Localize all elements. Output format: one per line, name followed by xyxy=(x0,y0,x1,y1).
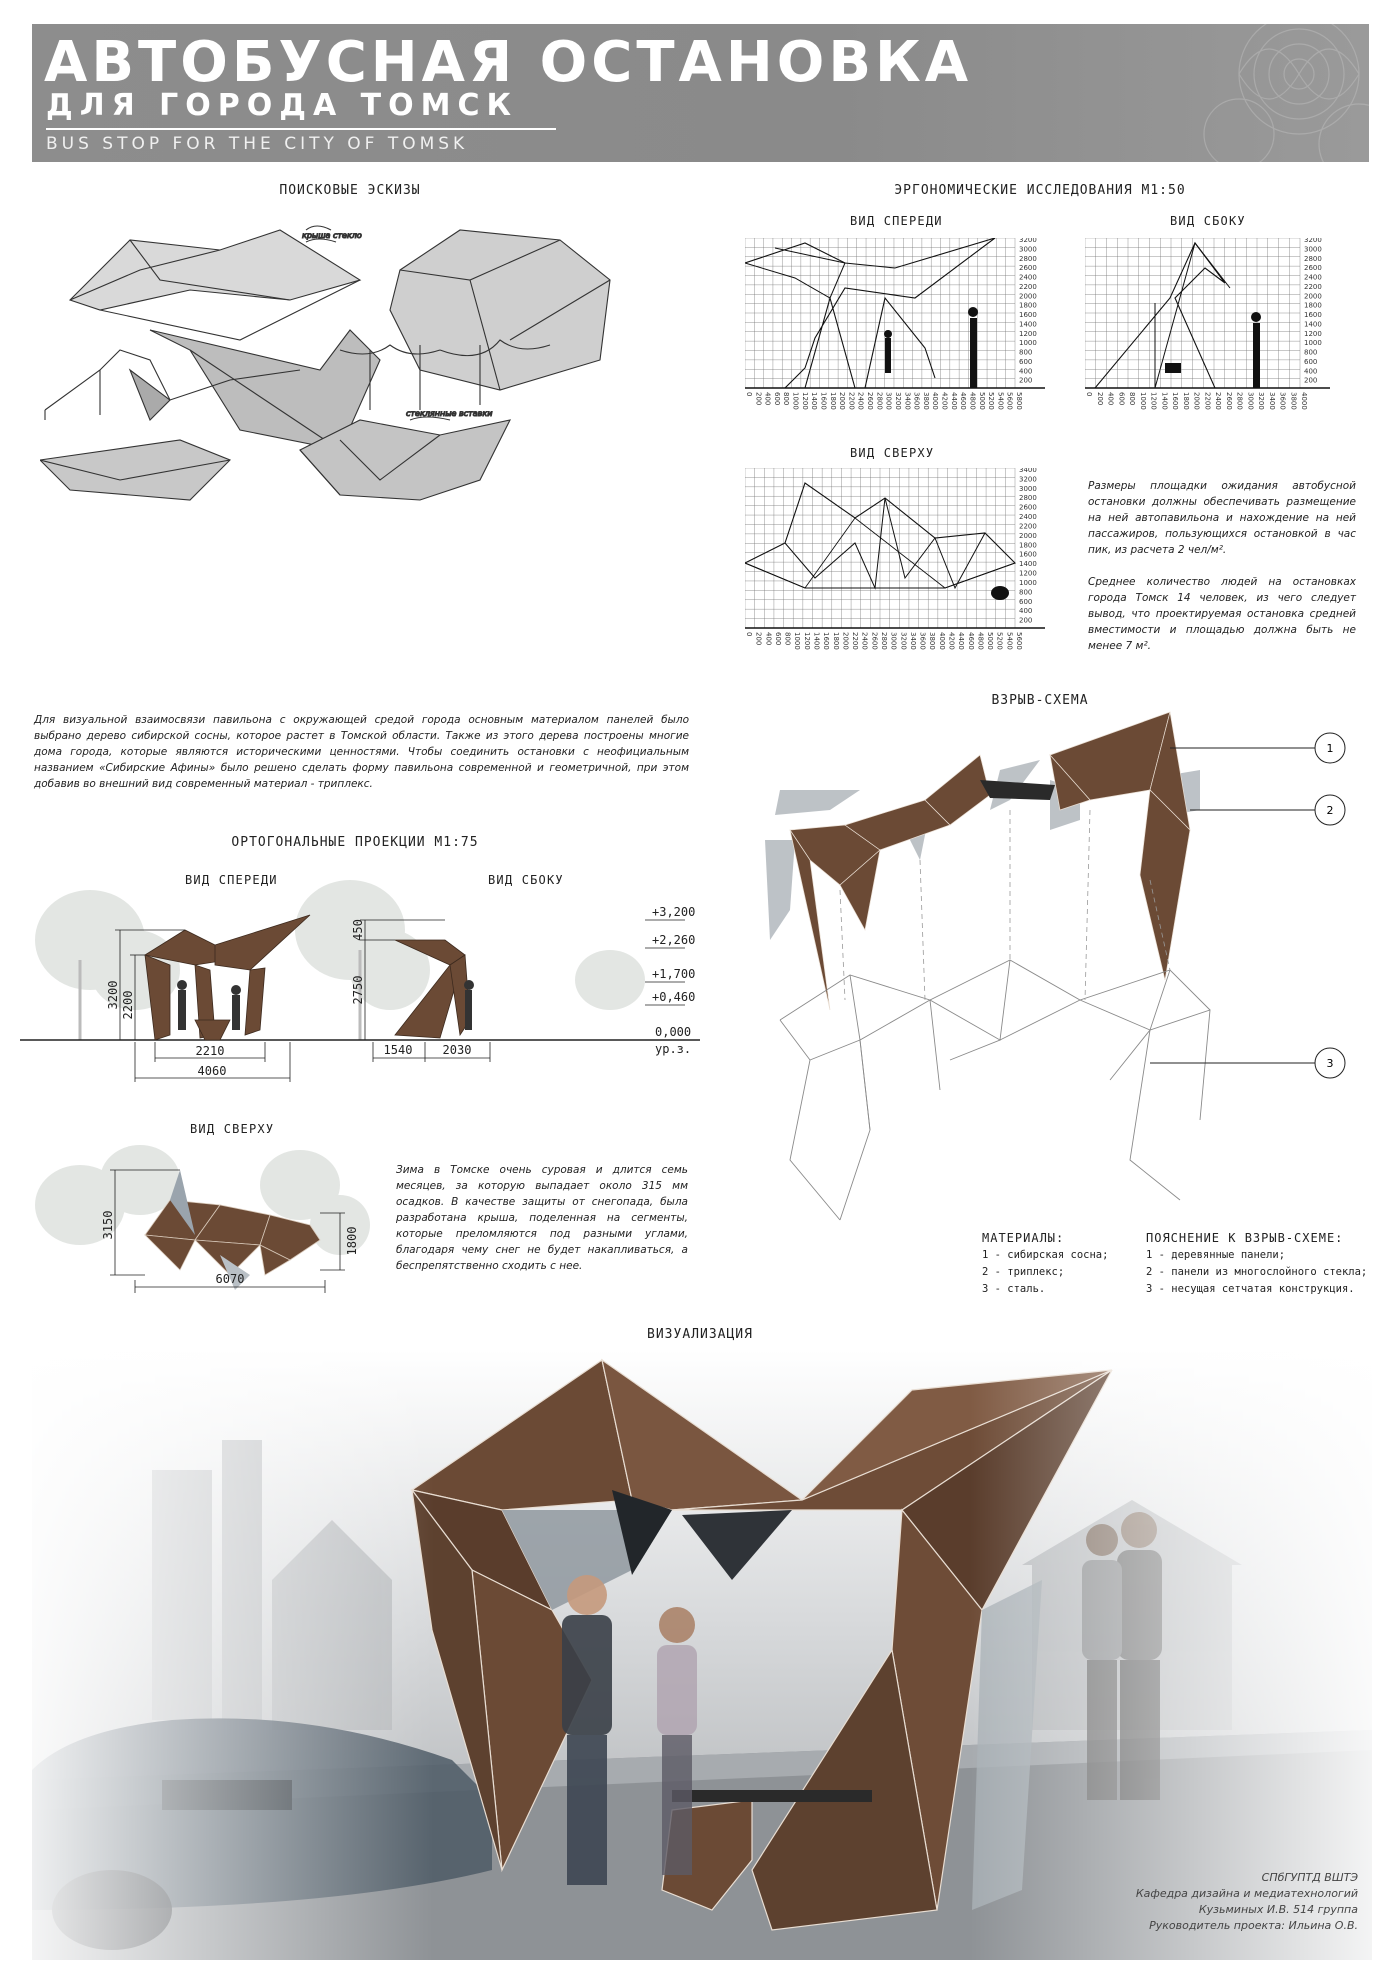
visualization-render xyxy=(32,1350,1372,1960)
grid-y-tick: 2200 xyxy=(1304,282,1322,291)
grid-x-tick: 3000 xyxy=(1246,392,1255,410)
level-1: +3,200 xyxy=(652,905,696,919)
ergo-side-outline xyxy=(1095,243,1225,388)
grid-y-tick: 1000 xyxy=(1019,578,1037,587)
page-title-english: BUS STOP FOR THE CITY OF TOMSK xyxy=(46,134,469,154)
ergo-side-label: ВИД СБОКУ xyxy=(1170,214,1246,228)
grid-y-tick: 3000 xyxy=(1304,245,1322,254)
grid-x-tick: 3200 xyxy=(893,392,902,410)
intro-text: Для визуальной взаимосвязи павильона с окружающей средой города основным материалом панелей было выбрано дерево сибирской сосны, которое растет в Томской области. Также из этого дерева построены многие дома города, которые являются историческими ценностями. Чтобы соединить остановки с неофициальным названием «Сибирские Афины» было решено сделать форму павильона современной и геометричной, при этом добавив во внешний вид современный материал - триплекс. xyxy=(34,714,689,790)
grid-y-tick: 1200 xyxy=(1019,569,1037,578)
page-title: АВТОБУСНАЯ ОСТАНОВКА xyxy=(44,30,973,95)
grid-x-tick: 1600 xyxy=(1171,392,1179,410)
grid-x-tick: 600 xyxy=(772,392,781,406)
grid-x-tick: 3400 xyxy=(903,392,912,410)
grid-x-tick: 2200 xyxy=(851,632,860,650)
grid-y-tick: 3200 xyxy=(1019,475,1037,484)
grid-y-tick: 600 xyxy=(1019,597,1033,606)
grid-y-tick: 400 xyxy=(1304,367,1318,376)
grid-x-tick: 5400 xyxy=(996,392,1005,410)
sketch-note-2: стеклянные вставки xyxy=(406,409,493,418)
explode-legend-item: 3 - несущая сетчатая конструкция. xyxy=(1146,1283,1355,1295)
materials-legend xyxy=(982,1230,1108,1298)
grid-y-tick: 400 xyxy=(1019,607,1033,616)
grid-x-tick: 3600 xyxy=(918,632,927,650)
grid-y-tick: 1000 xyxy=(1304,339,1322,348)
dim-front-width-inner: 2210 xyxy=(195,1044,225,1058)
grid-x-tick: 1400 xyxy=(1160,392,1169,410)
dim-side-height-top: 450 xyxy=(351,919,365,941)
snow-text: Зима в Томске очень суровая и длится семь месяцев, за которую выпадает около 315 мм осадков. В качестве защиты от снегопада, была разработана крыша, поделенная на сегменты, которые преломляются под разными углами, благодаря чему снег не будет накапливаться, а беспрепятственно сходить с нее. xyxy=(396,1164,688,1272)
grid-x-tick: 3000 xyxy=(884,392,893,410)
level-2: +2,260 xyxy=(652,933,696,947)
grid-x-tick: 2200 xyxy=(1203,392,1212,410)
grid-x-tick: 2400 xyxy=(860,632,869,650)
ortho-front-label: ВИД СПЕРЕДИ xyxy=(185,873,278,887)
grid-y-tick: 2400 xyxy=(1304,273,1322,282)
grid-y-tick: 2800 xyxy=(1019,254,1037,263)
grid-x-tick: 2200 xyxy=(847,392,856,410)
grid-x-tick: 1000 xyxy=(791,392,800,410)
ergo-side-grid xyxy=(1085,238,1330,428)
grid-y-tick: 2800 xyxy=(1304,254,1322,263)
grid-x-tick: 1200 xyxy=(800,392,809,410)
grid-y-tick: 1400 xyxy=(1019,560,1037,569)
grid-x-tick: 2800 xyxy=(1235,392,1244,410)
credit-line: Руководитель проекта: Ильина О.В. xyxy=(1149,1919,1358,1932)
grid-y-tick: 600 xyxy=(1019,357,1033,366)
grid-x-tick: 4400 xyxy=(949,392,958,410)
grid-x-tick: 2400 xyxy=(1214,392,1222,410)
grid-x-tick: 1800 xyxy=(828,392,837,410)
sketch-note-1: крыша стекло xyxy=(302,231,362,240)
grid-y-tick: 2400 xyxy=(1019,513,1037,522)
explode-legend-item: 1 - деревянные панели; xyxy=(1146,1249,1286,1261)
dim-front-height-total: 3200 xyxy=(106,980,120,1010)
ergonomics-text-2: Среднее количество людей на остановках города Томск 14 человек, из чего следует вывод, что проектируемая остановка средней вместимости и площадью должна быть не менее 7 м². xyxy=(1088,576,1356,652)
ortho-top-drawing xyxy=(20,1135,390,1295)
explode-diagram xyxy=(750,700,1380,1250)
explode-legend xyxy=(1146,1230,1367,1298)
credits-block xyxy=(1136,1870,1358,1934)
dim-side-width-b: 2030 xyxy=(442,1043,472,1057)
grid-y-tick: 1400 xyxy=(1304,320,1322,329)
dim-top-height-right: 1800 xyxy=(345,1226,359,1256)
dim-front-height-inner: 2200 xyxy=(121,990,135,1020)
grid-y-tick: 3000 xyxy=(1019,245,1037,254)
grid-y-tick: 3000 xyxy=(1019,484,1037,493)
grid-x-tick: 1400 xyxy=(812,632,821,650)
dim-side-height-main: 2750 xyxy=(351,975,365,1005)
grid-x-tick: 800 xyxy=(782,392,791,406)
grid-x-tick: 3600 xyxy=(912,392,921,410)
grid-x-tick: 3400 xyxy=(908,632,917,650)
grid-x-tick: 1600 xyxy=(822,632,831,650)
dim-side-width-a: 1540 xyxy=(383,1043,413,1057)
human-figure-top xyxy=(991,586,1009,600)
header-divider xyxy=(46,128,556,130)
grid-x-tick: 4800 xyxy=(968,392,977,410)
human-figure-standing xyxy=(970,318,977,388)
grid-y-tick: 1000 xyxy=(1019,339,1037,348)
grid-x-tick: 4800 xyxy=(976,632,985,650)
grid-x-tick: 4400 xyxy=(957,632,966,650)
grid-x-tick: 5200 xyxy=(987,392,996,410)
materials-item: 2 - триплекс; xyxy=(982,1266,1065,1278)
ornament-pattern xyxy=(1069,24,1369,162)
explode-legend-heading: ПОЯСНЕНИЕ К ВЗРЫВ-СХЕМЕ: xyxy=(1146,1231,1344,1245)
grid-x-tick: 600 xyxy=(773,632,782,646)
sketches-heading: ПОИСКОВЫЕ ЭСКИЗЫ xyxy=(279,183,421,198)
grid-x-tick: 5200 xyxy=(995,632,1004,650)
grid-y-tick: 2000 xyxy=(1304,292,1322,301)
grid-y-tick: 1600 xyxy=(1019,550,1037,559)
grid-y-tick: 3200 xyxy=(1019,238,1037,244)
grid-y-tick: 2000 xyxy=(1019,531,1037,540)
grid-y-tick: 2200 xyxy=(1019,522,1037,531)
grid-x-tick: 2600 xyxy=(1224,392,1233,410)
grid-x-tick: 3800 xyxy=(928,632,937,650)
grid-x-tick: 0 xyxy=(745,392,753,397)
grid-x-tick: 5600 xyxy=(1015,632,1023,650)
grid-x-tick: 4200 xyxy=(940,392,949,410)
grid-x-tick: 3200 xyxy=(1257,392,1265,410)
human-figure-standing xyxy=(1253,323,1260,388)
grid-x-tick: 600 xyxy=(1117,392,1126,406)
materials-heading: МАТЕРИАЛЫ: xyxy=(982,1231,1065,1245)
grid-y-tick: 1200 xyxy=(1019,329,1037,338)
grid-y-tick: 2800 xyxy=(1019,494,1037,503)
grid-y-tick: 3200 xyxy=(1304,238,1322,244)
ortho-top-label: ВИД СВЕРХУ xyxy=(190,1122,275,1136)
grid-x-tick: 2800 xyxy=(880,632,888,650)
grid-y-tick: 2600 xyxy=(1019,503,1037,512)
grid-y-tick: 2600 xyxy=(1304,264,1322,273)
grid-y-tick: 800 xyxy=(1304,348,1318,357)
grid-x-tick: 0 xyxy=(1085,392,1093,397)
human-figure-seated xyxy=(1165,363,1181,373)
callout-3: 3 xyxy=(1326,1057,1334,1070)
grid-x-tick: 0 xyxy=(745,632,753,637)
grid-x-tick: 1400 xyxy=(810,392,819,410)
human-figure-seated xyxy=(884,330,892,338)
ergonomics-heading: ЭРГОНОМИЧЕСКИЕ ИССЛЕДОВАНИЯ М1:50 xyxy=(894,183,1186,198)
grid-x-tick: 4600 xyxy=(959,392,968,410)
grid-x-tick: 4000 xyxy=(1300,392,1308,410)
grid-y-tick: 1800 xyxy=(1304,301,1322,310)
grid-x-tick: 3600 xyxy=(1278,392,1287,410)
grid-x-tick: 1000 xyxy=(793,632,802,650)
grid-y-tick: 200 xyxy=(1019,616,1033,625)
grid-x-tick: 400 xyxy=(1106,392,1115,406)
grid-x-tick: 200 xyxy=(754,632,763,646)
grid-x-tick: 2600 xyxy=(870,632,879,650)
grid-y-tick: 1600 xyxy=(1019,311,1037,319)
grid-x-tick: 1800 xyxy=(831,632,840,650)
dim-top-height-left: 3150 xyxy=(101,1210,115,1240)
human-figure-seated xyxy=(885,338,891,373)
ergo-front-label: ВИД СПЕРЕДИ xyxy=(850,214,943,228)
grid-x-tick: 4200 xyxy=(947,632,956,650)
ergonomics-text-1: Размеры площадки ожидания автобусной остановки должны обеспечивать размещение на ней автопавильона и нахождение на ней пассажиров, пользующихся остановкой в час пик, из расчета 2 чел/м². xyxy=(1088,480,1356,556)
page-subtitle: ДЛЯ ГОРОДА ТОМСК xyxy=(46,88,519,123)
grid-x-tick: 1600 xyxy=(819,392,828,410)
grid-x-tick: 4000 xyxy=(931,392,940,410)
dim-top-width-total: 6070 xyxy=(215,1272,245,1286)
materials-item: 3 - сталь. xyxy=(982,1283,1046,1295)
grid-x-tick: 800 xyxy=(1128,392,1136,406)
grid-x-tick: 5600 xyxy=(1005,392,1014,410)
ergo-top-label: ВИД СВЕРХУ xyxy=(850,446,935,460)
grid-y-tick: 200 xyxy=(1304,376,1318,385)
header-banner xyxy=(32,24,1369,162)
grid-y-tick: 2400 xyxy=(1019,273,1037,282)
level-5: 0,000 xyxy=(655,1025,692,1039)
grid-x-tick: 1800 xyxy=(1181,392,1190,410)
level-unit: ур.з. xyxy=(655,1042,692,1056)
grid-y-tick: 2200 xyxy=(1019,282,1037,291)
grid-x-tick: 3000 xyxy=(889,632,898,650)
explode-legend-item: 2 - панели из многослойного стекла; xyxy=(1146,1266,1368,1278)
ergo-front-grid xyxy=(745,238,1045,428)
grid-x-tick: 400 xyxy=(763,392,772,406)
grid-x-tick: 4000 xyxy=(937,632,946,650)
grid-x-tick: 1000 xyxy=(1138,392,1147,410)
grid-y-tick: 1800 xyxy=(1019,541,1037,550)
grid-x-tick: 200 xyxy=(1095,392,1104,406)
sketches-illustration xyxy=(40,220,690,660)
grid-y-tick: 800 xyxy=(1019,588,1033,597)
grid-x-tick: 5400 xyxy=(1005,632,1014,650)
grid-y-tick: 3400 xyxy=(1019,468,1037,474)
grid-x-tick: 2000 xyxy=(841,632,850,650)
grid-x-tick: 3800 xyxy=(921,392,930,410)
grid-x-tick: 5000 xyxy=(977,392,986,410)
grid-x-tick: 200 xyxy=(754,392,763,406)
credit-line: Кузьминых И.В. 514 группа xyxy=(1198,1903,1358,1916)
grid-x-tick: 400 xyxy=(764,632,773,646)
visual-heading: ВИЗУАЛИЗАЦИЯ xyxy=(647,1327,753,1342)
grid-x-tick: 1200 xyxy=(802,632,811,650)
grid-y-tick: 1400 xyxy=(1019,320,1037,329)
grid-x-tick: 800 xyxy=(783,632,792,646)
ortho-side-label: ВИД СБОКУ xyxy=(488,873,564,887)
grid-x-tick: 5800 xyxy=(1015,392,1023,410)
grid-x-tick: 2000 xyxy=(838,392,847,410)
grid-x-tick: 2400 xyxy=(856,392,865,410)
human-figure-standing xyxy=(968,307,978,317)
grid-x-tick: 2800 xyxy=(875,392,884,410)
grid-x-tick: 5000 xyxy=(986,632,995,650)
callout-2: 2 xyxy=(1326,804,1334,817)
grid-x-tick: 2000 xyxy=(1192,392,1201,410)
grid-x-tick: 2600 xyxy=(866,392,875,410)
credit-line: Кафедра дизайна и медиатехнологий xyxy=(1135,1887,1358,1900)
grid-y-tick: 1600 xyxy=(1304,311,1322,319)
grid-x-tick: 3400 xyxy=(1267,392,1276,410)
dim-front-width-total: 4060 xyxy=(197,1064,227,1078)
grid-y-tick: 1200 xyxy=(1304,329,1322,338)
materials-item: 1 - сибирская сосна; xyxy=(982,1249,1109,1261)
grid-y-tick: 2600 xyxy=(1019,264,1037,273)
grid-x-tick: 1200 xyxy=(1149,392,1158,410)
callout-1: 1 xyxy=(1326,742,1334,755)
ergo-top-grid xyxy=(745,468,1045,668)
explode-heading: ВЗРЫВ-СХЕМА xyxy=(991,693,1089,708)
grid-y-tick: 200 xyxy=(1019,376,1033,385)
grid-y-tick: 800 xyxy=(1019,348,1033,357)
level-3: +1,700 xyxy=(652,967,696,981)
grid-x-tick: 3800 xyxy=(1289,392,1298,410)
level-4: +0,460 xyxy=(652,990,696,1004)
grid-y-tick: 1800 xyxy=(1019,301,1037,310)
grid-x-tick: 4600 xyxy=(966,632,975,650)
ortho-front-side-drawing xyxy=(20,860,700,1085)
ortho-heading: ОРТОГОНАЛЬНЫЕ ПРОЕКЦИИ М1:75 xyxy=(231,835,479,850)
human-figure-standing xyxy=(1251,312,1261,322)
grid-x-tick: 3200 xyxy=(899,632,908,650)
grid-y-tick: 600 xyxy=(1304,357,1318,366)
grid-y-tick: 2000 xyxy=(1019,292,1037,301)
grid-y-tick: 400 xyxy=(1019,367,1033,376)
credit-line: СПбГУПТД ВШТЭ xyxy=(1261,1871,1358,1884)
